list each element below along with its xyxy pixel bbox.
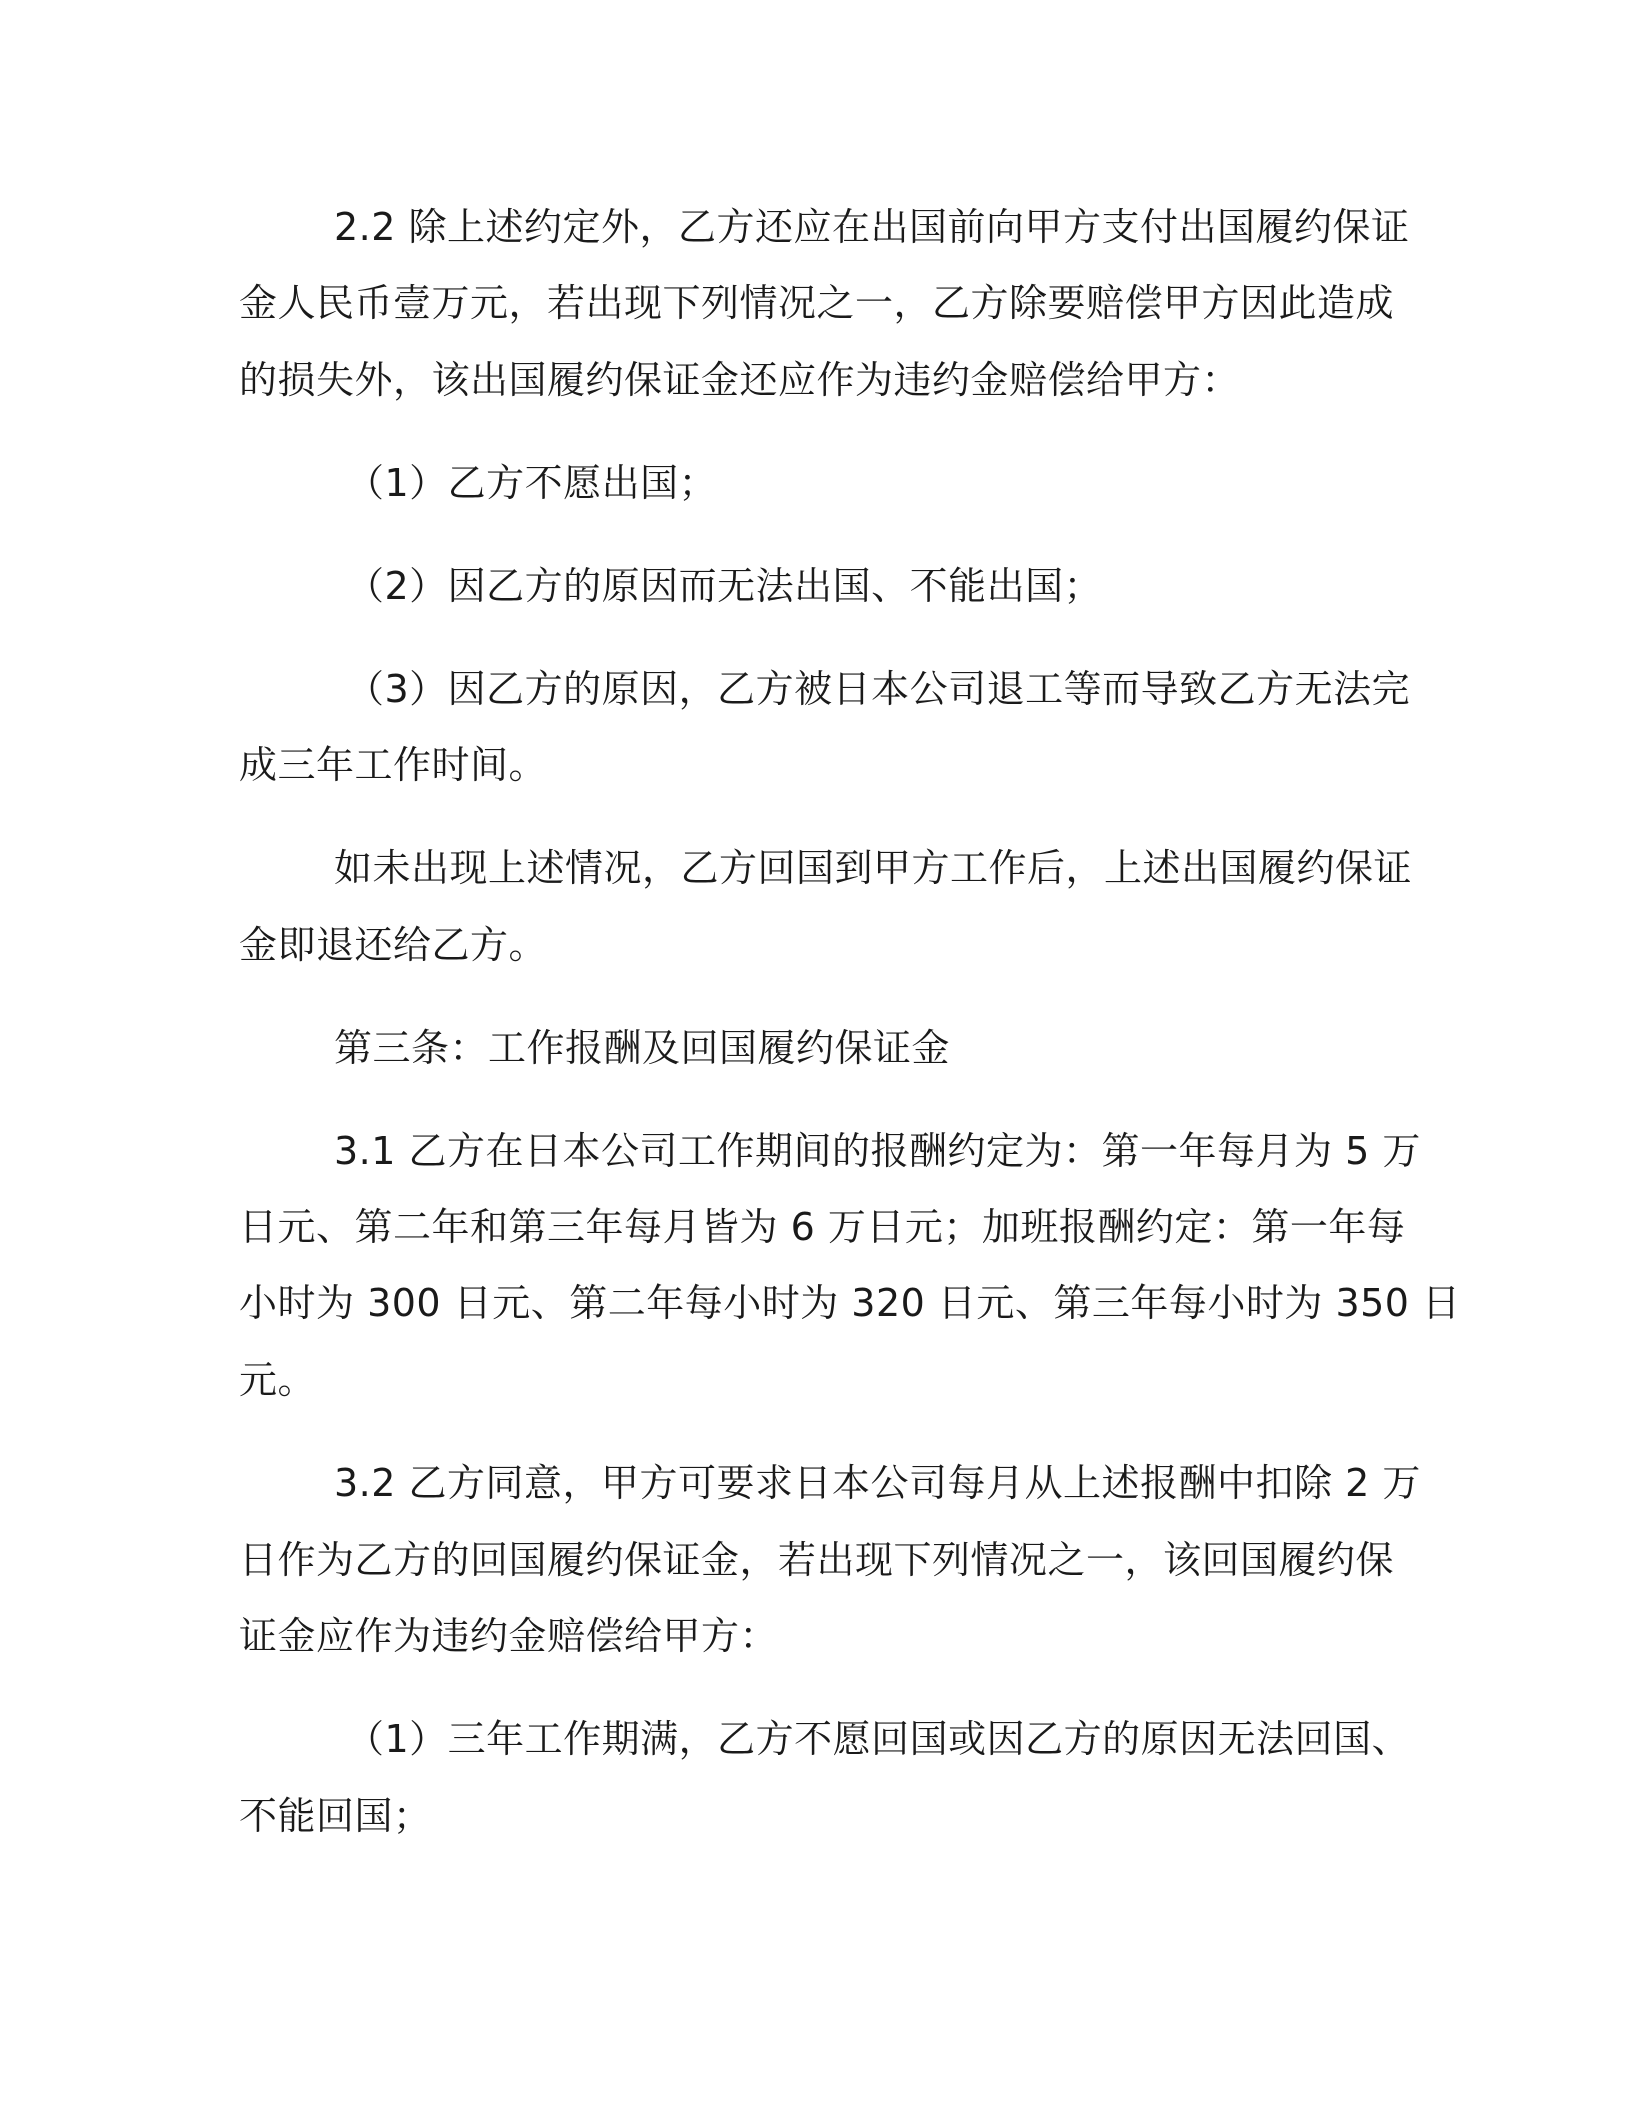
text-line: 2.2 除上述约定外，乙方还应在出国前向甲方支付出国履约保证 bbox=[334, 205, 1410, 249]
text-line: 不能回国； bbox=[239, 1794, 432, 1838]
text-line: 如未出现上述情况，乙方回国到甲方工作后，上述出国履约保证 bbox=[334, 846, 1413, 890]
text-line: 小时为 300 日元、第二年每小时为 320 日元、第三年每小时为 350 日 bbox=[239, 1281, 1461, 1325]
list-item: （1）乙方不愿出国； bbox=[346, 461, 718, 505]
list-item: （1）三年工作期满，乙方不愿回国或因乙方的原因无法回国、 bbox=[346, 1717, 1411, 1761]
text-line: 3.1 乙方在日本公司工作期间的报酬约定为：第一年每月为 5 万 bbox=[334, 1129, 1421, 1173]
text-line: 元。 bbox=[239, 1358, 317, 1402]
text-line: 的损失外，该出国履约保证金还应作为违约金赔偿给甲方： bbox=[239, 358, 1241, 402]
text-line: 金人民币壹万元，若出现下列情况之一，乙方除要赔偿甲方因此造成 bbox=[239, 281, 1395, 325]
text-line: 成三年工作时间。 bbox=[239, 743, 548, 787]
list-item: （3）因乙方的原因，乙方被日本公司退工等而导致乙方无法完 bbox=[346, 667, 1411, 711]
section-heading: 第三条：工作报酬及回国履约保证金 bbox=[334, 1026, 951, 1070]
text-line: 日元、第二年和第三年每月皆为 6 万日元；加班报酬约定：第一年每 bbox=[239, 1205, 1406, 1249]
text-line: 日作为乙方的回国履约保证金，若出现下列情况之一，该回国履约保 bbox=[239, 1538, 1395, 1582]
text-line: 证金应作为违约金赔偿给甲方： bbox=[239, 1614, 779, 1658]
text-line: 3.2 乙方同意，甲方可要求日本公司每月从上述报酬中扣除 2 万 bbox=[334, 1461, 1421, 1505]
list-item: （2）因乙方的原因而无法出国、不能出国； bbox=[346, 564, 1103, 608]
text-line: 金即退还给乙方。 bbox=[239, 923, 548, 967]
